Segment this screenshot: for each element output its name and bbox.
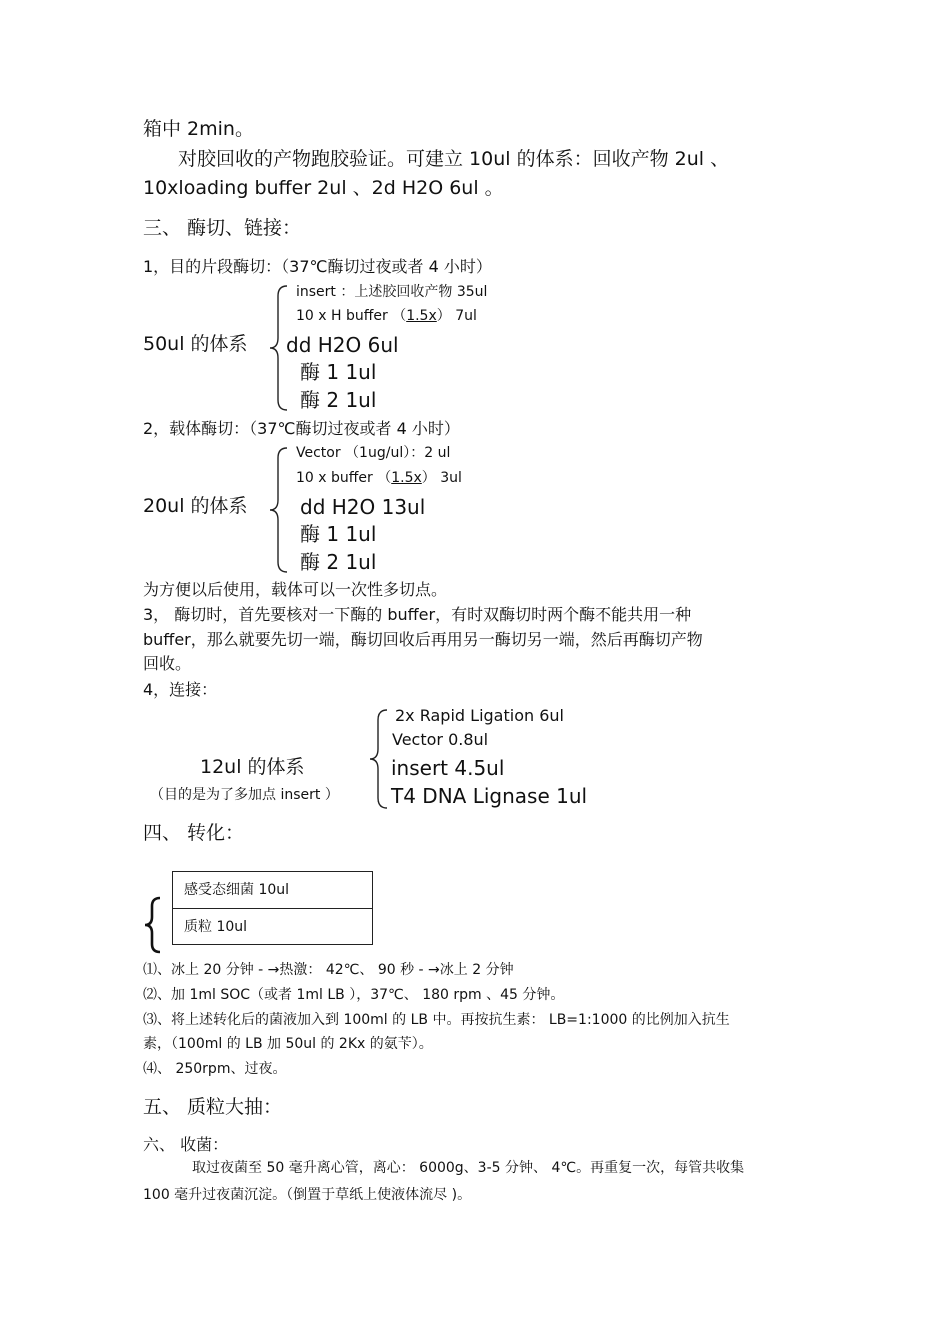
vector-note: 为方便以后使用，载体可以一次性多切点。 bbox=[143, 580, 448, 599]
intro-line-3: 10xloading buffer 2ul 、2d H2O 6ul 。 bbox=[143, 177, 504, 199]
section-4-heading: 四、 转化： bbox=[143, 822, 245, 844]
step-1-item-buffer: 10 x H buffer （1.5x） 7ul bbox=[296, 308, 477, 324]
section-6-line-1: 取过夜菌至 50 毫升离心管，离心： 6000g、3-5 分钟、 4℃。再重复一次，每管共收集 bbox=[192, 1160, 745, 1176]
step-1-title: 1，目的片段酶切：（37℃酶切过夜或者 4 小时） bbox=[143, 257, 492, 276]
intro-line-1: 箱中 2min。 bbox=[143, 118, 254, 140]
step-2-item-enzyme-1: 酶 1 1ul bbox=[300, 522, 377, 546]
step-3-line-3: 回收。 bbox=[143, 654, 192, 673]
step-2-item-water: dd H2O 13ul bbox=[300, 495, 426, 519]
transformation-table bbox=[172, 871, 373, 945]
transform-step-3-cont: 素，（100ml 的 LB 加 50ul 的 2Kx 的氨苄）。 bbox=[143, 1036, 433, 1052]
step-4-item-insert: insert 4.5ul bbox=[391, 756, 505, 780]
step-3-line-1: 3， 酶切时，首先要核对一下酶的 buffer，有时双酶切时两个酶不能共用一种 bbox=[143, 605, 692, 624]
step-4-title: 4，连接： bbox=[143, 680, 218, 699]
table-row-competent-cells: 感受态细菌 10ul bbox=[184, 882, 290, 898]
step-4-item-vector: Vector 0.8ul bbox=[392, 730, 489, 749]
step-2-item-vector: Vector （1ug/ul）：2 ul bbox=[296, 445, 451, 461]
section-3-heading: 三、 酶切、链接： bbox=[143, 217, 302, 239]
section-6-heading: 六、 收菌： bbox=[143, 1135, 229, 1154]
step-4-item-ligase: T4 DNA Lignase 1ul bbox=[391, 784, 588, 808]
step-2-title: 2，载体酶切：（37℃酶切过夜或者 4 小时） bbox=[143, 419, 460, 438]
step-1-item-insert: insert ：上述胶回收产物 35ul bbox=[296, 284, 488, 300]
step-1-item-water: dd H2O 6ul bbox=[286, 333, 399, 357]
transform-step-4: ⑷、 250rpm、过夜。 bbox=[143, 1061, 287, 1077]
transformation-brace bbox=[143, 896, 163, 954]
step-1-system-label: 50ul 的体系 bbox=[143, 333, 248, 355]
step-4-system-note: （目的是为了多加点 insert ） bbox=[150, 787, 339, 803]
step-2-system-label: 20ul 的体系 bbox=[143, 495, 248, 517]
intro-line-2: 对胶回收的产物跑胶验证。可建立 10ul 的体系：回收产物 2ul 、 bbox=[178, 148, 730, 170]
step-2-item-enzyme-2: 酶 2 1ul bbox=[300, 550, 377, 574]
section-6-line-2: 100 毫升过夜菌沉淀。（倒置于草纸上使液体流尽 )。 bbox=[143, 1187, 472, 1203]
table-row-plasmid: 质粒 10ul bbox=[184, 919, 248, 935]
step-4-item-ligation: 2x Rapid Ligation 6ul bbox=[395, 706, 564, 725]
transform-step-3: ⑶、将上述转化后的菌液加入到 100ml 的 LB 中。再按抗生素： LB=1:1000 的比例加入抗生 bbox=[143, 1012, 730, 1028]
step-2-brace bbox=[268, 446, 290, 574]
section-5-heading: 五、 质粒大抽： bbox=[143, 1096, 283, 1118]
step-4-system-label: 12ul 的体系 bbox=[200, 756, 305, 778]
step-3-line-2: buffer，那么就要先切一端，酶切回收后再用另一酶切另一端，然后再酶切产物 bbox=[143, 630, 703, 649]
step-1-item-enzyme-2: 酶 2 1ul bbox=[300, 388, 377, 412]
step-1-item-enzyme-1: 酶 1 1ul bbox=[300, 360, 377, 384]
transform-step-2: ⑵、加 1ml SOC（或者 1ml LB ），37℃、 180 rpm 、45 分钟。 bbox=[143, 987, 565, 1003]
transform-step-1: ⑴、冰上 20 分钟 - →热激： 42℃、 90 秒 - →冰上 2 分钟 bbox=[143, 962, 514, 978]
step-2-item-buffer: 10 x buffer （1.5x） 3ul bbox=[296, 470, 462, 486]
step-4-brace bbox=[368, 708, 390, 810]
